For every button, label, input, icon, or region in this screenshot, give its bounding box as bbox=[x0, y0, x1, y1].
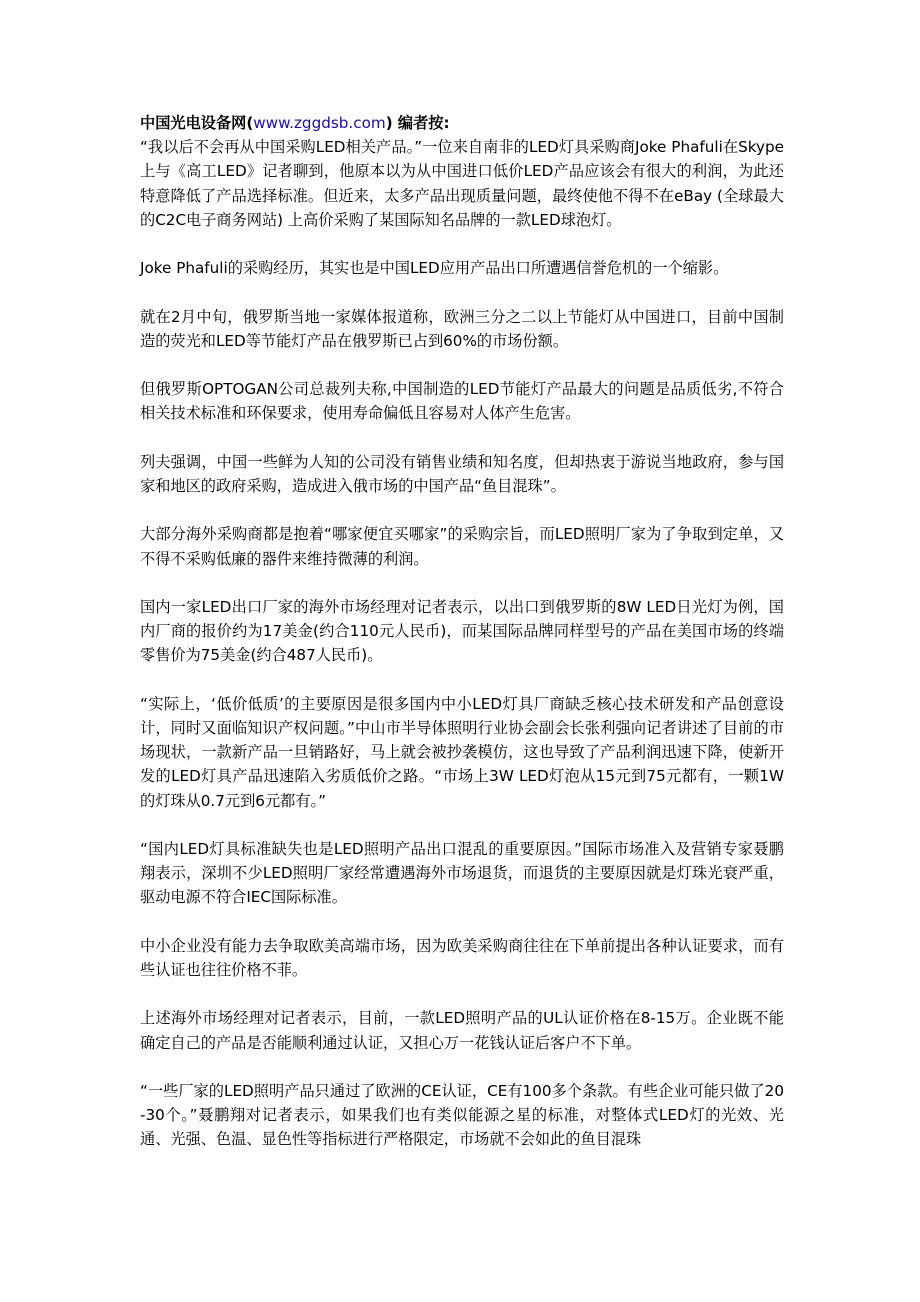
site-name: 中国光电设备网( bbox=[140, 114, 254, 132]
paragraph: Joke Phafuli的采购经历，其实也是中国LED应用产品出口所遭遇信誉危机的一个缩影。 bbox=[140, 259, 729, 278]
site-suffix: ) bbox=[385, 114, 393, 132]
editor-note-label: 编者按: bbox=[392, 114, 450, 132]
site-link[interactable]: www.zggdsb.com bbox=[253, 114, 386, 132]
paragraph: 国内一家LED出口厂家的海外市场经理对记者表示，以出口到俄罗斯的8W LED日光灯为例，国内厂商的报价约为17美金(约合110元人民币)，而某国际品牌同样型号的产品在美国市场的终端零售价为75美金(约合487人民币)。 bbox=[140, 597, 784, 665]
paragraph: “实际上，‘低价低质’的主要原因是很多国内中小LED灯具厂商缺乏核心技术研发和产品创意设计，同时又面临知识产权问题。”中山市半导体照明行业协会副会长张利强向记者讲述了目前的市场现状，一款新产品一旦销路好，马上就会被抄袭模仿，这也导致了产品利润迅速下降，使新开发的LED灯具产品迅速陷入劣质低价之路。“市场上3W LED灯泡从15元到75元都有，一颗1W的灯珠从0.7元到6元都有。” bbox=[140, 694, 784, 810]
paragraph: 列夫强调，中国一些鲜为人知的公司没有销售业绩和知名度，但却热衷于游说当地政府，参与国家和地区的政府采购，造成进入俄市场的中国产品“鱼目混珠”。 bbox=[140, 452, 784, 495]
paragraph: 大部分海外采购商都是抱着“哪家便宜买哪家”的采购宗旨，而LED照明厂家为了争取到定单，又不得不采购低廉的器件来维持微薄的利润。 bbox=[140, 525, 784, 568]
paragraph: “一些厂家的LED照明产品只通过了欧洲的CE认证，CE有100多个条款。有些企业可能只做了20-30个。”聂鹏翔对记者表示，如果我们也有类似能源之星的标准，对整体式LED灯的光效、光通、光强、色温、显色性等指标进行严格限定，市场就不会如此的鱼目混珠 bbox=[140, 1081, 784, 1149]
paragraph: 中小企业没有能力去争取欧美高端市场，因为欧美采购商往往在下单前提出各种认证要求，而有些认证也往往价格不菲。 bbox=[140, 936, 784, 979]
paragraph: 上述海外市场经理对记者表示，目前，一款LED照明产品的UL认证价格在8-15万。企业既不能确定自己的产品是否能顺利通过认证，又担心万一花钱认证后客户不下单。 bbox=[140, 1009, 784, 1052]
article-body bbox=[140, 111, 784, 1176]
paragraph: “我以后不会再从中国采购LED相关产品。”一位来自南非的LED灯具采购商Joke Phafuli在Skype上与《高工LED》记者聊到，他原本以为从中国进口低价LED产品应该会有很大的利润，为此还特意降低了产品选择标准。但近来，太多产品出现质量问题，最终使他不得不在eBay (全球最大的C2C电子商务网站) 上高价采购了某国际知名品牌的一款LED球泡灯。 bbox=[140, 138, 784, 229]
paragraph: 但俄罗斯OPTOGAN公司总裁列夫称,中国制造的LED节能灯产品最大的问题是品质低劣,不符合相关技术标准和环保要求，使用寿命偏低且容易对人体产生危害。 bbox=[140, 380, 784, 423]
editor-note-line bbox=[140, 111, 784, 135]
paragraph: 就在2月中旬，俄罗斯当地一家媒体报道称，欧洲三分之二以上节能灯从中国进口，目前中国制造的荧光和LED等节能灯产品在俄罗斯已占到60%的市场份额。 bbox=[140, 307, 784, 350]
paragraph: “国内LED灯具标准缺失也是LED照明产品出口混乱的重要原因。”国际市场准入及营销专家聂鹏翔表示，深圳不少LED照明厂家经常遭遇海外市场退货，而退货的主要原因就是灯珠光衰严重，驱动电源不符合IEC国际标准。 bbox=[140, 839, 784, 907]
